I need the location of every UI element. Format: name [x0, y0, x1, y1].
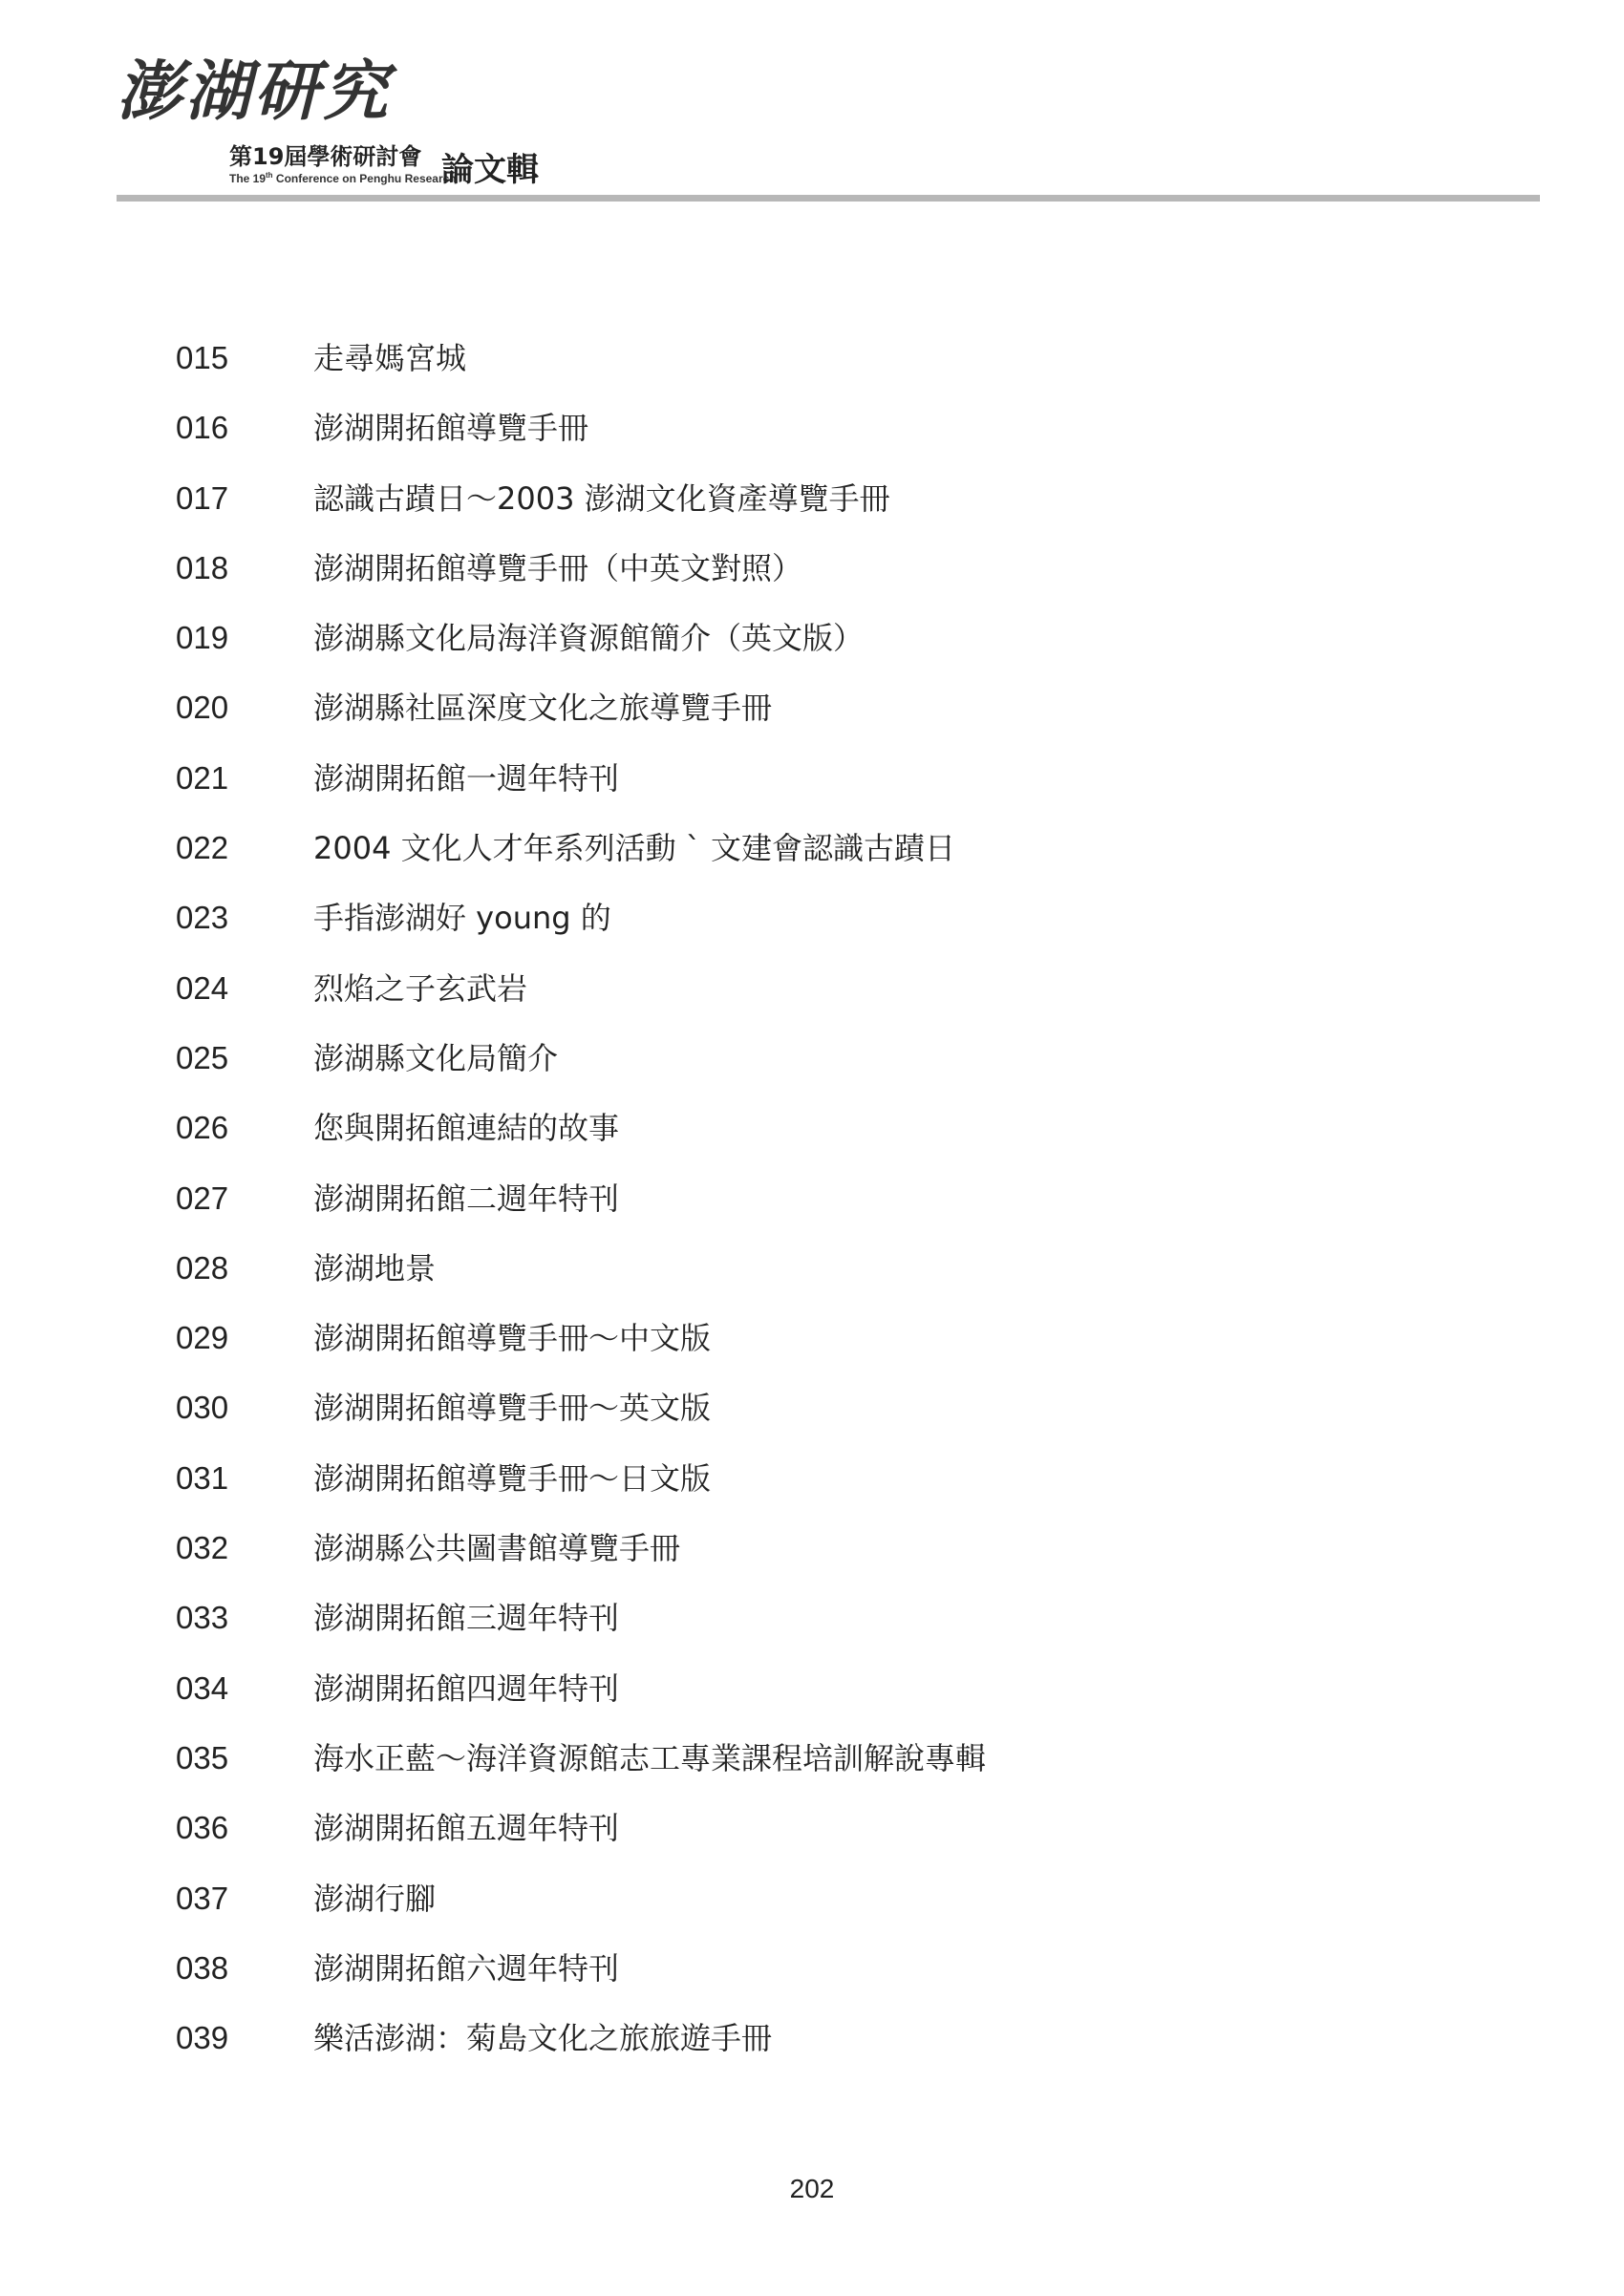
entry-number: 020 [176, 690, 229, 726]
entry-number: 033 [176, 1600, 229, 1636]
entry-number: 016 [176, 410, 229, 446]
list-item [176, 1809, 1418, 1879]
entry-title: 澎湖縣文化局海洋資源館簡介（英文版） [313, 620, 865, 657]
entry-title: 澎湖開拓館導覽手冊～中文版 [313, 1320, 712, 1357]
list-item [176, 339, 1418, 409]
list-item [176, 1039, 1418, 1109]
list-item [176, 1249, 1418, 1319]
entry-number: 027 [176, 1180, 229, 1216]
list-item [176, 969, 1418, 1039]
entry-title: 澎湖縣社區深度文化之旅導覽手冊 [313, 690, 773, 727]
entry-number: 031 [176, 1459, 229, 1496]
header-divider [117, 195, 1540, 202]
entry-number: 015 [176, 340, 229, 375]
list-item [176, 1319, 1418, 1389]
entry-number: 036 [176, 1810, 229, 1846]
entry-number: 023 [176, 900, 229, 936]
entry-number: 028 [176, 1249, 229, 1286]
entry-number: 032 [176, 1530, 229, 1566]
entry-title: 您與開拓館連結的故事 [313, 1110, 620, 1147]
publication-list [176, 339, 1418, 2089]
list-item [176, 1739, 1418, 1809]
entry-number: 017 [176, 479, 229, 516]
entry-title: 澎湖行腳 [313, 1880, 437, 1917]
entry-number: 030 [176, 1390, 229, 1426]
entry-number: 037 [176, 1880, 229, 1916]
list-item [176, 1880, 1418, 1949]
conference-title: 第19屆學術研討會 [229, 143, 422, 170]
page-number: 202 [789, 2174, 835, 2203]
entry-title: 烈焰之子玄武岩 [313, 969, 528, 1007]
conference-en-suffix: Conference on Penghu Research [275, 172, 457, 185]
entry-title: 認識古蹟日～2003 澎湖文化資產導覽手冊 [313, 479, 890, 517]
conference-en-sup: th [266, 171, 273, 180]
entry-number: 029 [176, 1320, 229, 1356]
entry-number: 021 [176, 759, 229, 796]
entry-title: 澎湖縣文化局簡介 [313, 1039, 559, 1076]
conference-en-prefix: The 19 [229, 172, 267, 185]
list-item [176, 619, 1418, 689]
list-item [176, 829, 1418, 899]
entry-title: 澎湖開拓館四週年特刊 [313, 1669, 620, 1707]
entry-title: 走尋媽宮城 [313, 340, 467, 376]
entry-title: 2004 文化人才年系列活動 ` 文建會認識古蹟日 [313, 830, 955, 867]
list-item [176, 549, 1418, 619]
list-item [176, 1529, 1418, 1599]
proceedings-label: 論文輯 [441, 151, 539, 189]
entry-number: 034 [176, 1669, 229, 1706]
list-item [176, 1599, 1418, 1669]
entry-number: 022 [176, 830, 229, 866]
list-item [176, 2019, 1418, 2089]
list-item [176, 689, 1418, 758]
conference-title-english [229, 171, 457, 185]
entry-title: 澎湖開拓館導覽手冊～英文版 [313, 1390, 712, 1427]
list-item [176, 899, 1418, 968]
entry-title: 澎湖地景 [313, 1249, 437, 1286]
entry-title: 澎湖開拓館導覽手冊 [313, 410, 589, 447]
list-item [176, 1109, 1418, 1179]
entry-number: 035 [176, 1739, 229, 1775]
list-item [176, 1180, 1418, 1249]
entry-number: 024 [176, 969, 229, 1006]
entry-title: 澎湖開拓館導覽手冊～日文版 [313, 1459, 712, 1497]
entry-title: 澎湖開拓館五週年特刊 [313, 1810, 620, 1847]
entry-title: 樂活澎湖：菊島文化之旅旅遊手冊 [313, 2020, 773, 2057]
journal-logo: 澎湖研究 [117, 53, 393, 130]
list-item [176, 1459, 1418, 1529]
entry-number: 025 [176, 1039, 229, 1075]
entry-title: 澎湖開拓館三週年特刊 [313, 1600, 620, 1637]
list-item [176, 1669, 1418, 1739]
entry-title: 澎湖開拓館一週年特刊 [313, 759, 620, 797]
entry-number: 026 [176, 1110, 229, 1146]
page-header [117, 53, 1540, 202]
list-item [176, 759, 1418, 829]
list-item [176, 1389, 1418, 1458]
entry-title: 澎湖開拓館二週年特刊 [313, 1180, 620, 1217]
entry-number: 019 [176, 620, 229, 656]
list-item [176, 479, 1418, 549]
entry-number: 018 [176, 549, 229, 585]
entry-title: 海水正藍～海洋資源館志工專業課程培訓解說專輯 [313, 1739, 987, 1776]
entry-title: 澎湖開拓館導覽手冊（中英文對照） [313, 549, 803, 586]
entry-number: 038 [176, 1949, 229, 1986]
list-item [176, 409, 1418, 478]
entry-number: 039 [176, 2020, 229, 2056]
entry-title: 澎湖縣公共圖書館導覽手冊 [313, 1530, 681, 1567]
entry-title: 手指澎湖好 young 的 [313, 900, 611, 937]
entry-title: 澎湖開拓館六週年特刊 [313, 1949, 620, 1987]
list-item [176, 1949, 1418, 2019]
